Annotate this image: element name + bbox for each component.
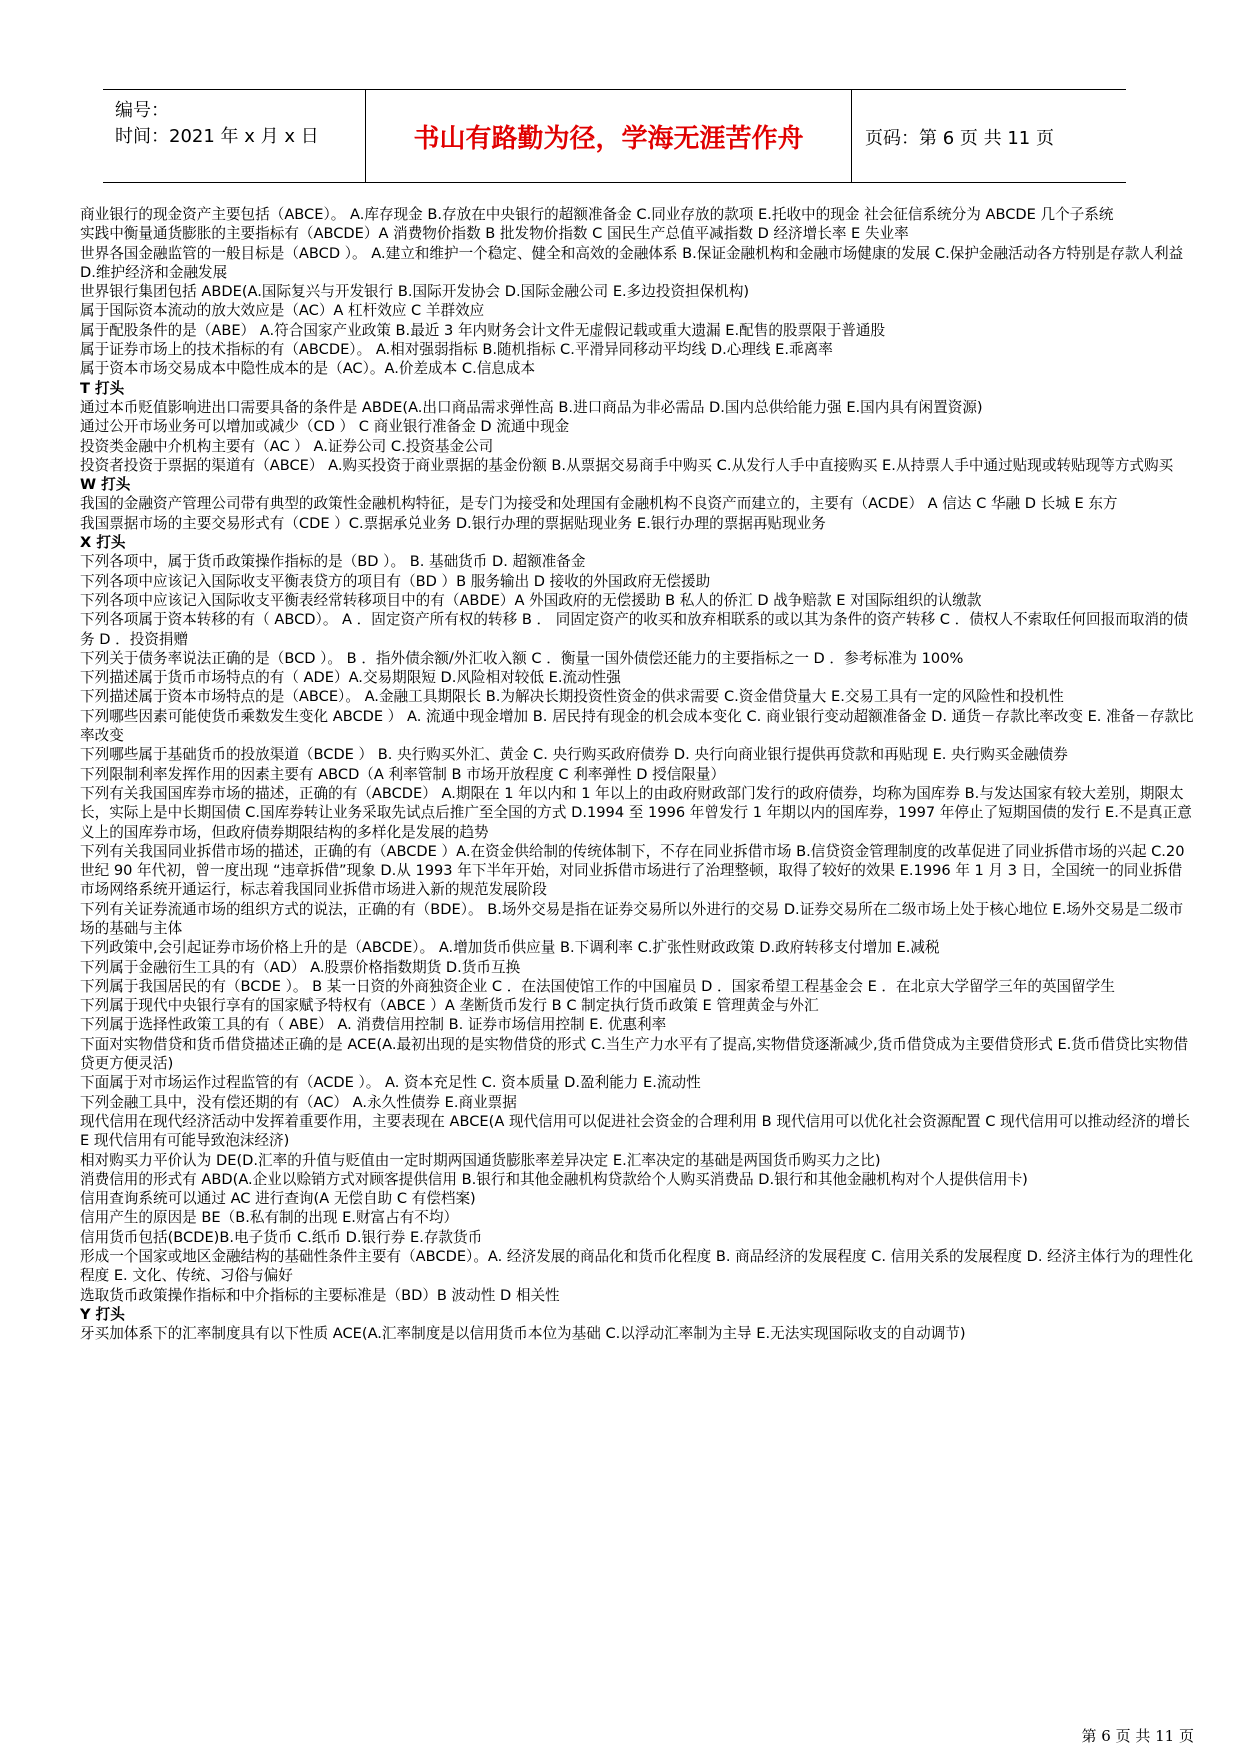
question-paragraph: 下列描述属于货币市场特点的有（ ADE）A.交易期限短 D.风险相对较低 E.流动性强 (80, 669, 621, 687)
question-paragraph: 投资类金融中介机构主要有（AC ） A.证券公司 C.投资基金公司 (80, 437, 494, 455)
section-heading: T 打头 (80, 379, 125, 397)
question-paragraph: 实践中衡量通货膨胀的主要指标有（ABCDE）A 消费物价指数 B 批发物价指数 C 国民生产总值平减指数 D 经济增长率 E 失业率 (80, 225, 909, 243)
section-heading: W 打头 (80, 476, 131, 494)
question-paragraph: 牙买加体系下的汇率制度具有以下性质 ACE(A.汇率制度是以信用货币本位为基础 C.以浮动汇率制为主导 E.无法实现国际收支的自动调节) (80, 1325, 966, 1343)
question-paragraph: 通过本币贬值影响进出口需要具备的条件是 ABDE(A.出口商品需求弹性高 B.进口商品为非必需品 D.国内总供给能力强 E.国内具有闲置资源) (80, 398, 983, 416)
question-paragraph: 下列有关我国国库券市场的描述，正确的有（ABCDE） A.期限在 1 年以内和 1 年以上的由政府财政部门发行的政府债券，均称为国库券 B.与发达国家有较大差别，期限太长，实际上是中长期国债 C.国库券转让业务采取先试点后推广至全国的方式 D.1994 至 1996 年曾发行 1 年期以内的国库券，1997 年停止了短期国债的发行 E.不是真正意义上的国库券市场，但政府债券期限结构的多样化是发展的趋势 (80, 784, 1192, 841)
question-paragraph: 下列政策中,会引起证券市场价格上升的是（ABCDE）。 A.增加货币供应量 B.下调利率 C.扩张性财政政策 D.政府转移支付增加 E.减税 (80, 939, 940, 957)
question-paragraph: 投资者投资于票据的渠道有（ABCE） A.购买投资于商业票据的基金份额 B.从票据交易商手中购买 C.从发行人手中直接购买 E.从持票人手中通过贴现或转贴现等方式购买 (80, 456, 1174, 474)
question-paragraph: 选取货币政策操作指标和中介指标的主要标准是（BD）B 波动性 D 相关性 (80, 1286, 560, 1304)
question-paragraph: 商业银行的现金资产主要包括（ABCE）。 A.库存现金 B.存放在中央银行的超额准备金 C.同业存放的款项 E.托收中的现金 社会征信系统分为 ABCDE 几个子系统 (80, 206, 1114, 223)
question-paragraph: 下列各项属于资本转移的有（ ABCD）。 A ．固定资产所有权的转移 B ． 同固定资产的收买和放弃相联系的或以其为条件的资产转移 C ．债权人不索取任何回报而取消的债务 D ．投资捐赠 (80, 611, 1189, 648)
header-right-cell (851, 90, 1126, 182)
header-motto: 书山有路勤为径，学海无涯苦作舟 (413, 124, 804, 154)
header-middle-cell (365, 90, 852, 182)
question-paragraph: 下列属于我国居民的有（BCDE ）。 B 某一日资的外商独资企业 C ．在法国使馆工作的中国雇员 D ．国家希望工程基金会 E ．在北京大学留学三年的英国留学生 (80, 977, 1115, 995)
page-header (103, 89, 1126, 183)
page-footer: 第 6 页 共 11 页 (1081, 1727, 1194, 1745)
question-paragraph: 下列哪些因素可能使货币乘数发生变化 ABCDE ） A. 流通中现金增加 B. 居民持有现金的机会成本变化 C. 商业银行变动超额准备金 D. 通货－存款比率改变 E. 准备－存款比率改变 (80, 707, 1194, 745)
question-paragraph: 信用货币包括(BCDE)B.电子货币 C.纸币 D.银行券 E.存款货币 (80, 1228, 483, 1246)
question-paragraph: 下列属于金融衍生工具的有（AD） A.股票价格指数期货 D.货币互换 (80, 958, 521, 976)
question-paragraph: 下面属于对市场运作过程监管的有（ACDE ）。 A. 资本充足性 C. 资本质量 D.盈利能力 E.流动性 (80, 1074, 701, 1092)
question-paragraph: 我国的金融资产管理公司带有典型的政策性金融机构特征，是专门为接受和处理国有金融机构不良资产而建立的，主要有（ACDE） A 信达 C 华融 D 长城 E 东方 (80, 495, 1118, 513)
question-paragraph: 属于配股条件的是（ABE） A.符合国家产业政策 B.最近 3 年内财务会计文件无虚假记载或重大遗漏 E.配售的股票限于普通股 (80, 321, 886, 339)
question-paragraph: 信用产生的原因是 BE（B.私有制的出现 E.财富占有不均） (80, 1209, 459, 1227)
question-paragraph: 下列关于债务率说法正确的是（BCD ）。 B ．指外债余额/外汇收入额 C ．衡量一国外债偿还能力的主要指标之一 D ．参考标准为 100% (80, 649, 964, 667)
section-heading: Y 打头 (80, 1305, 125, 1323)
question-paragraph: 下列金融工具中，没有偿还期的有（AC） A.永久性债券 E.商业票据 (80, 1093, 517, 1111)
question-paragraph: 下列各项中应该记入国际收支平衡表经常转移项目中的有（ABDE）A 外国政府的无偿援助 B 私人的侨汇 D 战争赔款 E 对国际组织的认缴款 (80, 591, 982, 609)
question-paragraph: 形成一个国家或地区金融结构的基础性条件主要有（ABCDE）。A. 经济发展的商品化和货币化程度 B. 商品经济的发展程度 C. 信用关系的发展程度 D. 经济主体行为的理性化程度 E. 文化、传统、习俗与偏好 (80, 1248, 1194, 1285)
question-paragraph: 信用查询系统可以通过 AC 进行查询(A 无偿自助 C 有偿档案) (80, 1190, 476, 1208)
question-paragraph: 下列描述属于资本市场特点的是（ABCE）。 A.金融工具期限长 B.为解决长期投资性资金的供求需要 C.资金借贷量大 E.交易工具有一定的风险性和投机性 (80, 688, 1064, 706)
question-paragraph: 下列限制利率发挥作用的因素主要有 ABCD（A 利率管制 B 市场开放程度 C 利率弹性 D 授信限量） (80, 765, 726, 783)
question-paragraph: 现代信用在现代经济活动中发挥着重要作用，主要表现在 ABCE(A 现代信用可以促进社会资金的合理利用 B 现代信用可以优化社会资源配置 C 现代信用可以推动经济的增长 E 现代信用有可能导致泡沫经济) (80, 1112, 1190, 1150)
question-paragraph: 下列各项中，属于货币政策操作指标的是（BD ）。 B. 基础货币 D. 超额准备金 (80, 553, 586, 571)
question-paragraph: 下列属于选择性政策工具的有（ ABE） A. 消费信用控制 B. 证券市场信用控制 E. 优惠利率 (80, 1016, 667, 1034)
section-heading: X 打头 (80, 534, 126, 552)
question-paragraph: 下列有关我国同业拆借市场的描述，正确的有（ABCDE ）A.在资金供给制的传统体制下，不存在同业拆借市场 B.信贷资金管理制度的改革促进了同业拆借市场的兴起 C.20 世纪 90 年代初，曾一度出现 “违章拆借”现象 D.从 1993 年下半年开始，对同业拆借市场进行了治理整顿，取得了较好的效果 E.1996 年 1 月 3 日，全国统一的同业拆借市场网络系统开通运行，标志着我国同业拆借市场进入新的规范发展阶段 (80, 842, 1185, 899)
header-left-cell (103, 90, 365, 182)
question-paragraph: 世界各国金融监管的一般目标是（ABCD ）。 A.建立和维护一个稳定、健全和高效的金融体系 B.保证金融机构和金融市场健康的发展 C.保护金融活动各方特别是存款人利益 D.维护经济和金融发展 (80, 244, 1184, 281)
document-body (80, 205, 1196, 1344)
question-paragraph: 我国票据市场的主要交易形式有（CDE ）C.票据承兑业务 D.银行办理的票据贴现业务 E.银行办理的票据再贴现业务 (80, 514, 826, 532)
question-paragraph: 下列哪些属于基础货币的投放渠道（BCDE ） B. 央行购买外汇、黄金 C. 央行购买政府债券 D. 央行向商业银行提供再贷款和再贴现 E. 央行购买金融债券 (80, 746, 1068, 764)
question-paragraph: 属于资本市场交易成本中隐性成本的是（AC）。A.价差成本 C.信息成本 (80, 360, 536, 378)
question-paragraph: 属于国际资本流动的放大效应是（AC）A 杠杆效应 C 羊群效应 (80, 302, 485, 320)
header-page-label: 页码：第 6 页 共 11 页 (865, 128, 1054, 149)
question-paragraph: 下列有关证券流通市场的组织方式的说法，正确的有（BDE）。 B.场外交易是指在证券交易所以外进行的交易 D.证券交易所在二级市场上处于核心地位 E.场外交易是二级市场的基础与主体 (80, 900, 1184, 937)
document-number-label: 编号： (115, 100, 169, 121)
question-paragraph: 通过公开市场业务可以增加或减少（CD ） C 商业银行准备金 D 流通中现金 (80, 418, 570, 436)
question-paragraph: 下列属于现代中央银行享有的国家赋予特权有（ABCE ）A 垄断货币发行 B C 制定执行货币政策 E 管理黄金与外汇 (80, 997, 819, 1015)
question-paragraph: 属于证券市场上的技术指标的有（ABCDE）。 A.相对强弱指标 B.随机指标 C.平滑异同移动平均线 D.心理线 E.乖离率 (80, 341, 833, 359)
question-paragraph: 相对购买力平价认为 DE(D.汇率的升值与贬值由一定时期两国通货膨胀率差异决定 E.汇率决定的基础是两国货币购买力之比) (80, 1151, 881, 1169)
question-paragraph: 消费信用的形式有 ABD(A.企业以赊销方式对顾客提供信用 B.银行和其他金融机构贷款给个人购买消费品 D.银行和其他金融机构对个人提供信用卡) (80, 1170, 1028, 1188)
question-paragraph: 下列各项中应该记入国际收支平衡表贷方的项目有（BD ）B 服务输出 D 接收的外国政府无偿援助 (80, 572, 711, 590)
document-time-label: 时间：2021 年 x 月 x 日 (115, 126, 319, 147)
question-paragraph: 世界银行集团包括 ABDE(A.国际复兴与开发银行 B.国际开发协会 D.国际金融公司 E.多边投资担保机构) (80, 283, 750, 301)
question-paragraph: 下面对实物借贷和货币借贷描述正确的是 ACE(A.最初出现的是实物借贷的形式 C.当生产力水平有了提高,实物借贷逐渐减少,货币借贷成为主要借贷形式 E.货币借贷比实物借贷更方便灵活) (80, 1035, 1189, 1073)
